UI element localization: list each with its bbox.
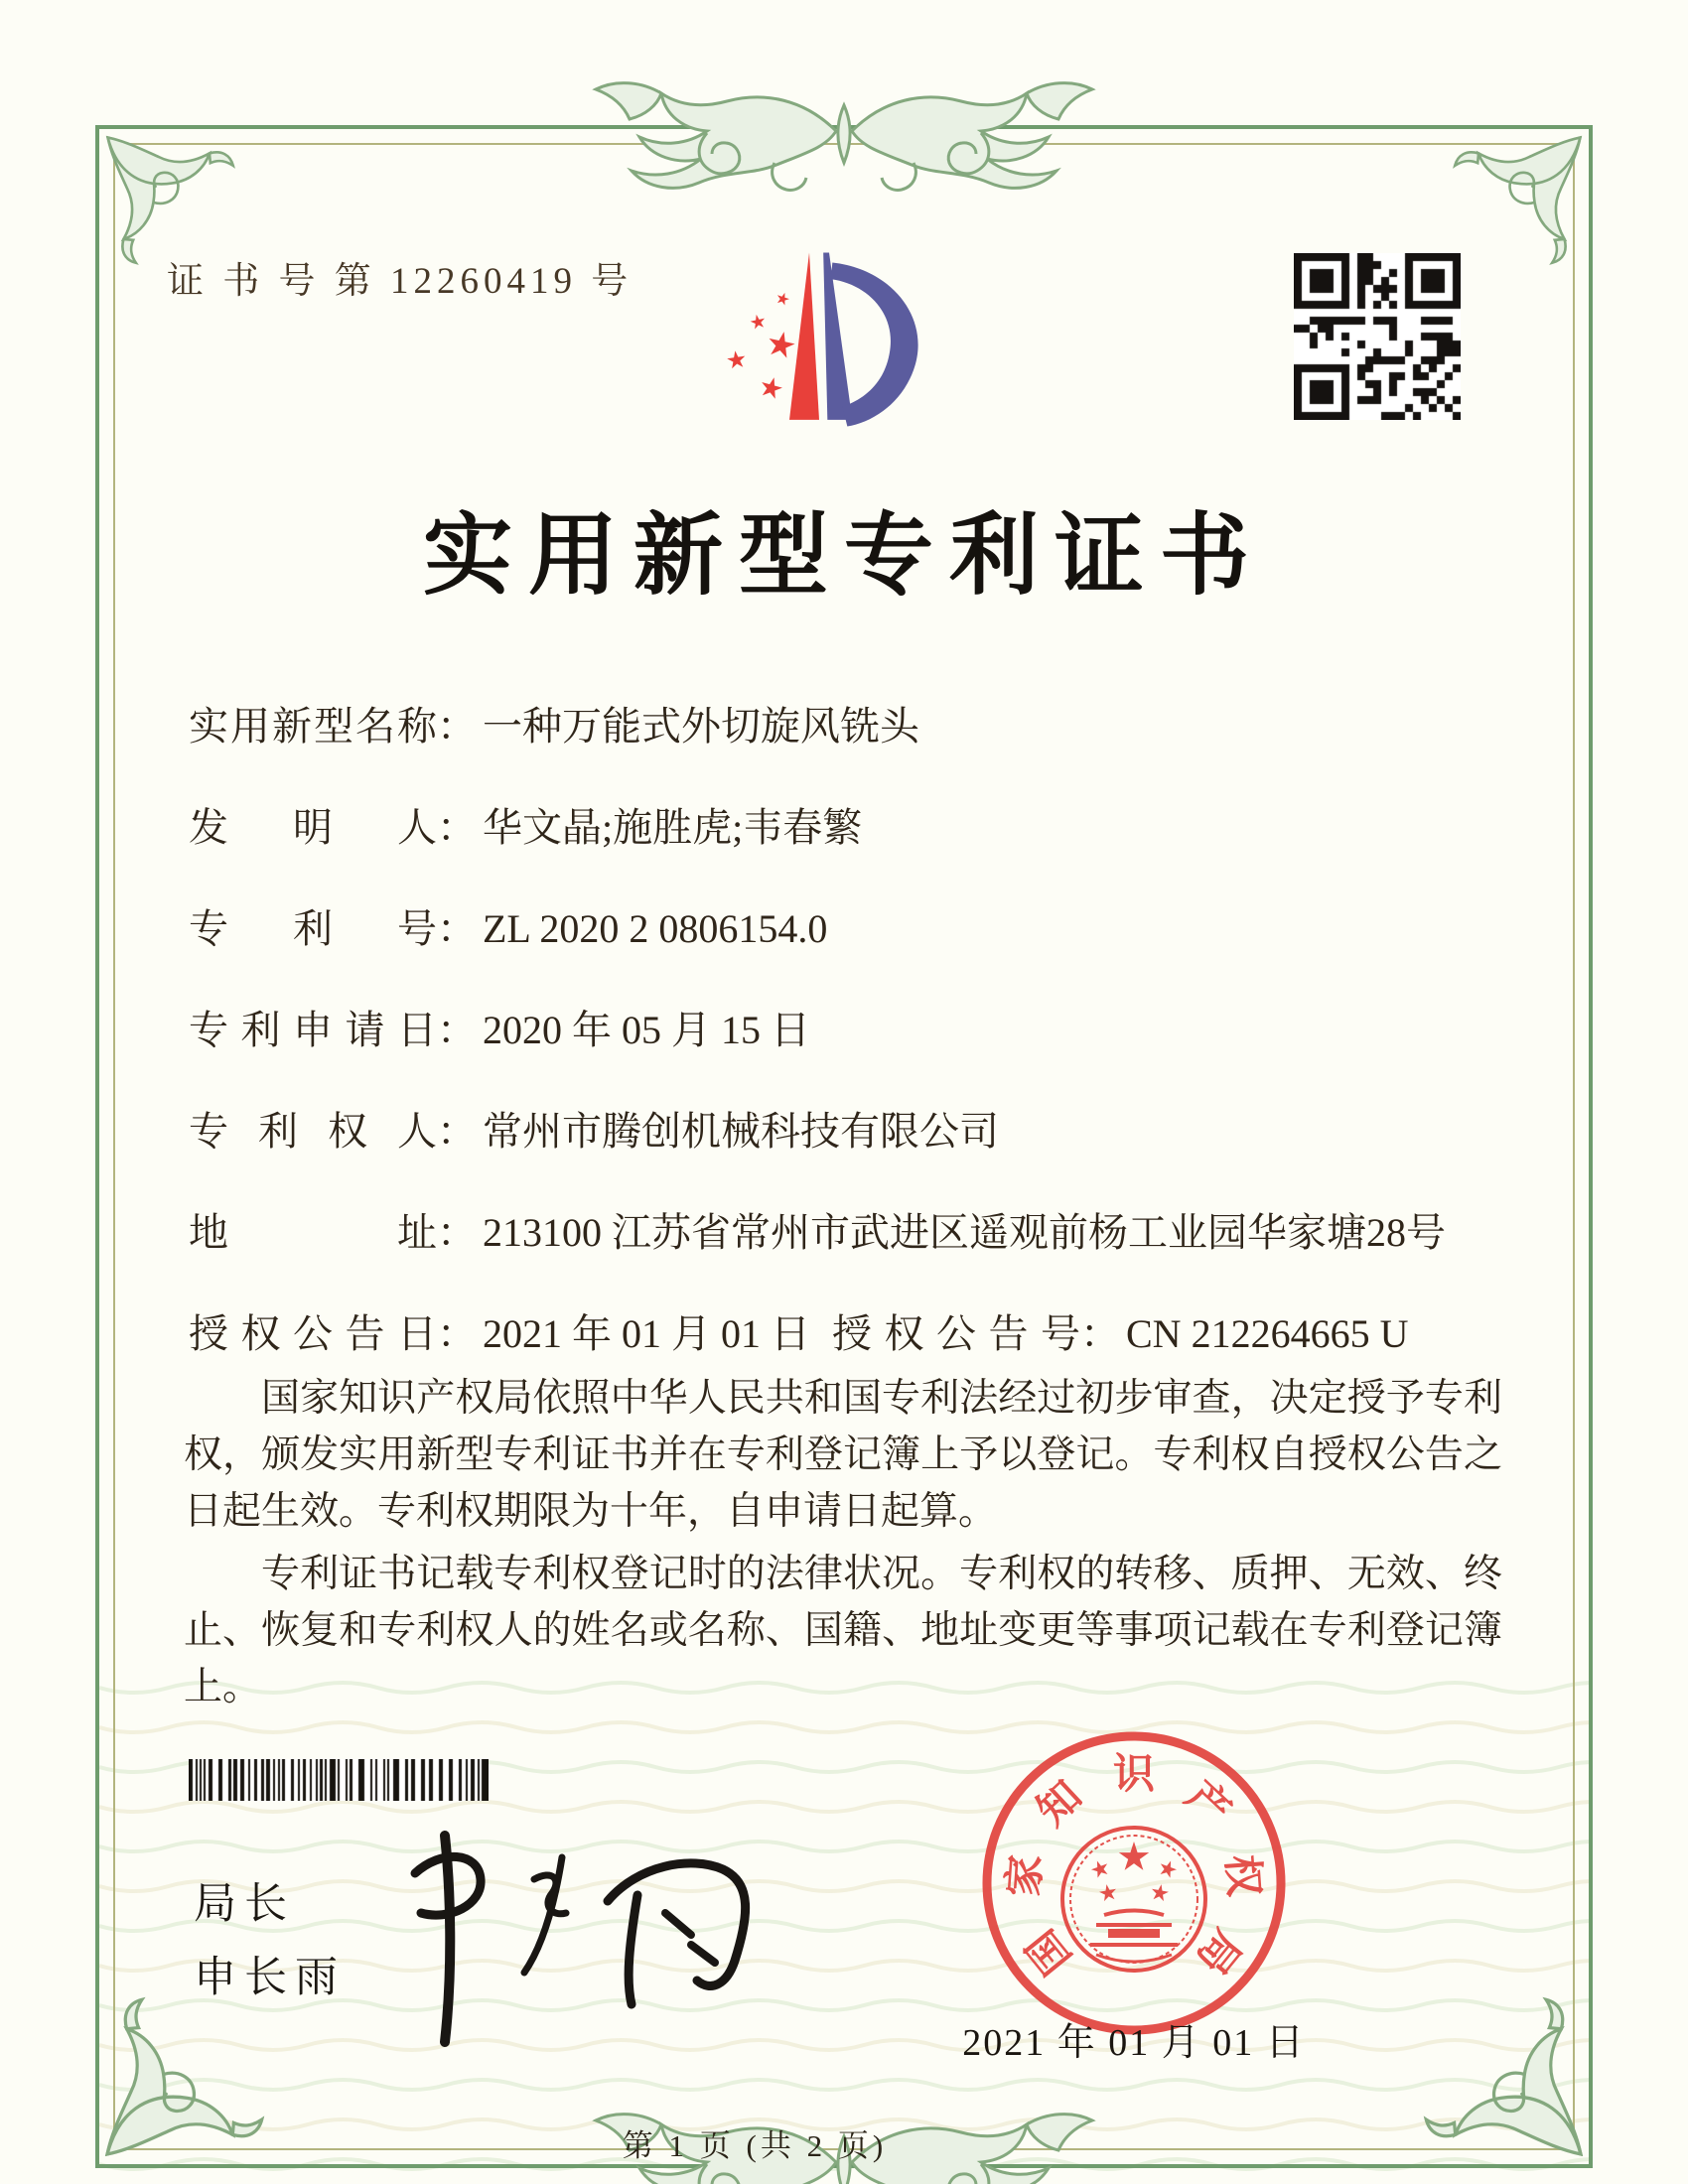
field-label: 实 用 新 型 名 称 <box>189 704 437 749</box>
field-row-patent-no <box>189 897 1509 954</box>
field-row-filing-date <box>189 999 1509 1055</box>
seal-char: 局 <box>1187 1920 1249 1982</box>
field-value: 华文晶;施胜虎;韦春繁 <box>483 805 863 850</box>
legal-paragraph-1: 国家知识产权局依照中华人民共和国专利法经过初步审查，决定授予专利权，颁发实用新型专利证书并在专利登记簿上予以登记。专利权自授权公告之日起生效。专利权期限为十年，自申请日起算。 <box>184 1377 1502 1533</box>
field-label: 发 明 人 <box>189 805 437 850</box>
cnipa-official-seal <box>975 1724 1293 2042</box>
page-title: 实用新型专利证书 <box>423 507 1265 606</box>
legal-text <box>184 1370 1502 1721</box>
field-row-grant <box>189 1302 1509 1359</box>
seal-char: 国 <box>1019 1920 1081 1982</box>
seal-char: 识 <box>1112 1752 1156 1798</box>
page-number: 第 1 页 (共 2 页) <box>622 2128 888 2163</box>
field-label: 授 权 公 告 日 <box>189 1311 437 1356</box>
qr-code <box>1294 253 1461 420</box>
field-value: 2020 年 05 月 15 日 <box>483 1008 810 1052</box>
director-signature-icon <box>357 1822 774 2060</box>
field-colon: ： <box>437 704 477 749</box>
corner-flourish-bottom-right-icon <box>1410 1983 1594 2167</box>
field-colon: ： <box>437 906 477 951</box>
field-value: 213100 江苏省常州市武进区遥观前杨工业园华家塘28号 <box>483 1210 1446 1255</box>
field-value: 一种万能式外切旋风铣头 <box>483 704 919 749</box>
seal-char: 知 <box>1029 1773 1091 1836</box>
field-label: 地 址 <box>189 1210 437 1255</box>
corner-flourish-top-right-icon <box>1442 127 1591 276</box>
field-label: 授 权 公 告 号 <box>832 1311 1080 1356</box>
field-value: 常州市腾创机械科技有限公司 <box>483 1109 999 1154</box>
seal-char: 权 <box>1217 1852 1267 1898</box>
flourish-top-icon <box>467 71 1221 201</box>
field-colon: ： <box>1080 1311 1120 1356</box>
field-colon: ： <box>437 1210 477 1255</box>
field-row-patentee <box>189 1100 1509 1157</box>
seal-char: 家 <box>1001 1852 1051 1898</box>
field-colon: ： <box>437 1008 477 1052</box>
field-label: 专 利 权 人 <box>189 1109 437 1154</box>
legal-paragraph-2: 专利证书记载专利权登记时的法律状况。专利权的转移、质押、无效、终止、恢复和专利权人的姓名或名称、国籍、地址变更等事项记载在专利登记簿上。 <box>184 1553 1502 1708</box>
field-row-inventors <box>189 796 1509 853</box>
field-value: ZL 2020 2 0806154.0 <box>483 906 828 951</box>
field-label: 专 利 申 请 日 <box>189 1008 437 1052</box>
certificate-number: 证 书 号 第 12260419 号 <box>167 261 633 302</box>
barcode <box>189 1759 489 1801</box>
officer-name: 申长雨 <box>194 1954 346 2001</box>
field-value: 2021 年 01 月 01 日 <box>483 1311 810 1356</box>
cnipa-logo-icon <box>685 234 933 445</box>
seal-char: 产 <box>1177 1773 1239 1836</box>
field-row-name <box>189 695 1509 751</box>
field-value: CN 212264665 U <box>1126 1311 1409 1356</box>
seal-date: 2021 年 01 月 01 日 <box>962 2022 1306 2064</box>
field-colon: ： <box>437 1311 477 1356</box>
national-emblem-icon <box>1062 1828 1205 1971</box>
field-colon: ： <box>437 1109 477 1154</box>
field-colon: ： <box>437 805 477 850</box>
field-label: 专 利 号 <box>189 906 437 951</box>
officer-title: 局长 <box>194 1880 295 1928</box>
field-grant-number <box>832 1302 1408 1359</box>
field-row-address <box>189 1201 1509 1258</box>
